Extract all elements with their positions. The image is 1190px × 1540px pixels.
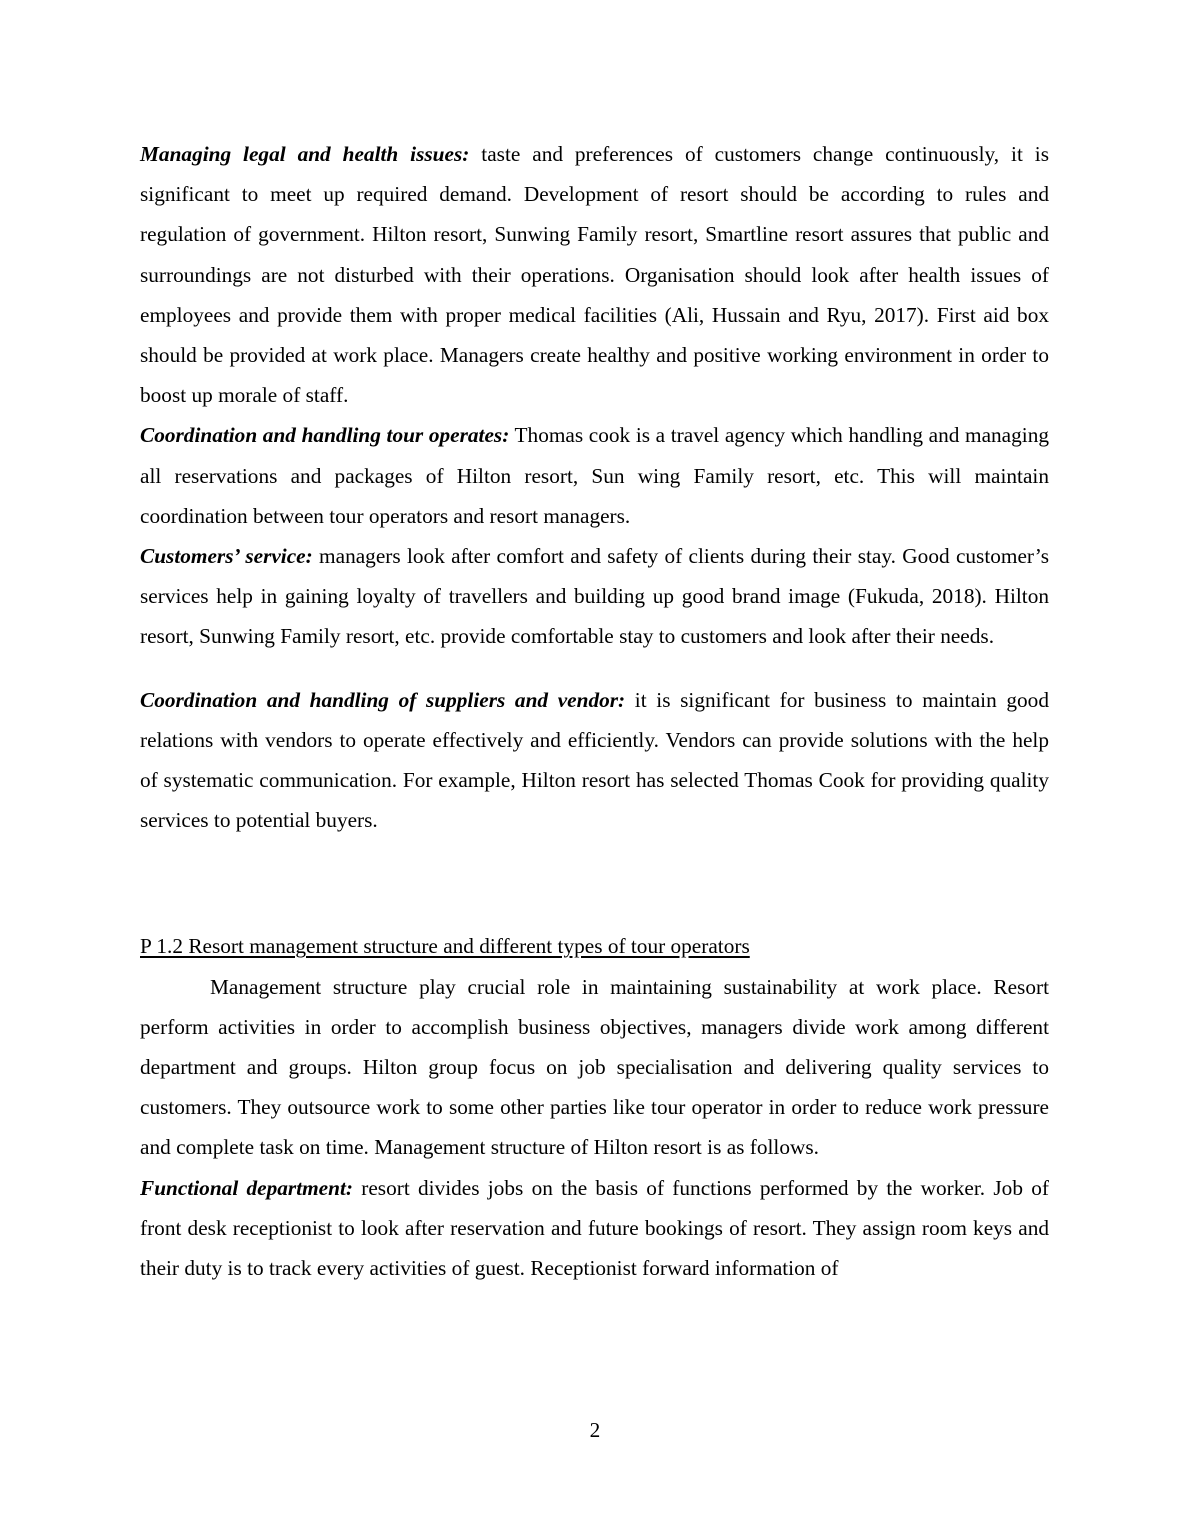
paragraph-spacer <box>140 657 1049 680</box>
paragraph-text: Management structure play crucial role in maintaining sustainability at work place. Resort perform activities in order to accomplish business objectives, managers divide work among different department and groups. Hilton group focus on job specialisation and delivering quality services to customers. They outsource work to some other parties like tour operator in order to reduce work pressure and complete task on time. Management structure of Hilton resort is as follows. <box>140 974 1049 1160</box>
page-body <box>140 134 1049 1288</box>
paragraph-legal-health <box>140 134 1049 415</box>
paragraph-text: Thomas cook is a travel agency which handling and managing all reservations and packages of Hilton resort, Sun wing Family resort, etc. This will maintain coordination between tour operators and resort managers. <box>140 423 1049 528</box>
paragraph-management-structure <box>140 967 1049 1168</box>
paragraph-suppliers-vendor <box>140 680 1049 841</box>
page-number: 2 <box>589 1418 601 1442</box>
paragraph-lead: Customers’ service: <box>140 544 313 569</box>
paragraph-text: managers look after comfort and safety of clients during their stay. Good customer’s services help in gaining loyalty of travellers and building up good brand image (Fukuda, 2018). Hilton resort, Sunwing Family resort, etc. provide comfortable stay to customers and look after their needs. <box>140 544 1049 649</box>
paragraph-lead: Functional department: <box>140 1175 353 1200</box>
paragraph-text: resort divides jobs on the basis of functions performed by the worker. Job of front desk receptionist to look after reservation and future bookings of resort. They assign room keys and their duty is to track every activities of guest. Receptionist forward information of <box>140 1175 1049 1281</box>
paragraph-lead: Managing legal and health issues: <box>140 142 470 166</box>
paragraph-tour-operators <box>140 415 1049 536</box>
section-spacer <box>140 840 1049 926</box>
paragraph-text: it is significant for business to maintain good relations with vendors to operate effectively and efficiently. Vendors can provide solutions with the help of systematic communication. For example, Hilton resort has selected Thomas Cook for providing quality services to potential buyers. <box>140 687 1049 833</box>
section-heading: P 1.2 Resort management structure and different types of tour operators <box>140 934 750 959</box>
paragraph-customer-service <box>140 536 1049 657</box>
paragraph-text: taste and preferences of customers change continuously, it is significant to meet up required demand. Development of resort should be according to rules and regulation of government. Hilton resort, Sunwing Family resort, Smartline resort assures that public and surroundings are not disturbed with their operations. Organisation should look after health issues of employees and provide them with proper medical facilities (Ali, Hussain and Ryu, 2017). First aid box should be provided at work place. Managers create healthy and positive working environment in order to boost up morale of staff. <box>140 142 1049 408</box>
paragraph-lead: Coordination and handling tour operates: <box>140 423 510 448</box>
paragraph-lead: Coordination and handling of suppliers and vendor: <box>140 687 626 712</box>
paragraph-functional-department <box>140 1168 1049 1289</box>
